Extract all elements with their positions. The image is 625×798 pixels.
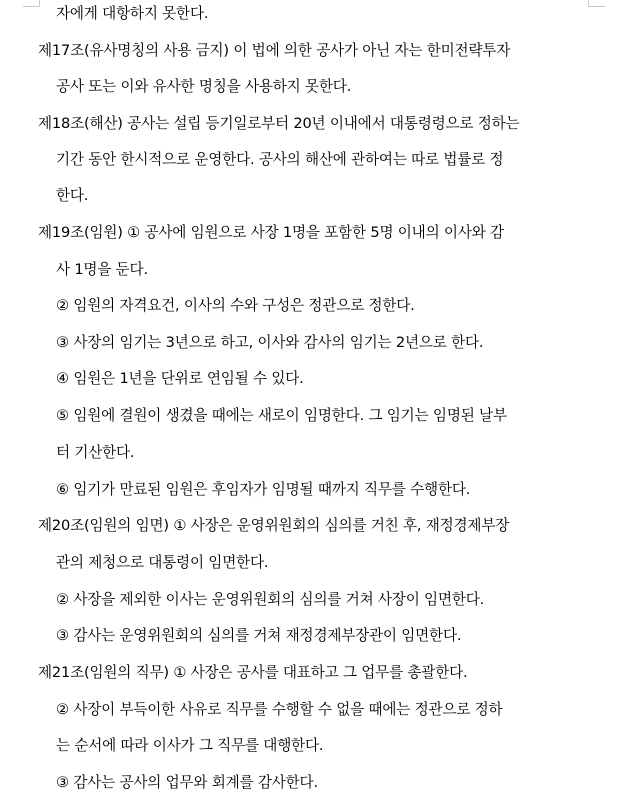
top-left-crop-mark (23, 0, 40, 7)
article-21-heading: 제21조(임원의 직무) ① 사장은 공사를 대표하고 그 업무를 총괄한다. (38, 664, 468, 681)
article-18-heading: 제18조(해산) 공사는 설립 등기일로부터 20년 이내에서 대통령령으로 정하는 (38, 115, 520, 132)
text-line: ② 사장을 제외한 이사는 운영위원회의 심의를 거쳐 사장이 임면한다. (56, 591, 485, 608)
text-line: 터 기산한다. (56, 444, 135, 461)
text-line: ⑤ 임원에 결원이 생겼을 때에는 새로이 임명한다. 그 임기는 임명된 날부 (56, 407, 507, 424)
article-19-heading: 제19조(임원) ① 공사에 임원으로 사장 1명을 포함한 5명 이내의 이사와 감 (38, 224, 504, 241)
text-line: 사 1명을 둔다. (56, 261, 148, 278)
text-line: 는 순서에 따라 이사가 그 직무를 대행한다. (56, 737, 324, 754)
text-line: ④ 임원은 1년을 단위로 연임될 수 있다. (56, 370, 304, 387)
article-17-heading: 제17조(유사명칭의 사용 금지) 이 법에 의한 공사가 아닌 자는 한미전략투자 (38, 42, 511, 59)
text-line: 한다. (56, 187, 89, 204)
text-line: 자에게 대항하지 못한다. (56, 5, 209, 22)
text-line: ② 사장이 부득이한 사유로 직무를 수행할 수 없을 때에는 정관으로 정하 (56, 701, 503, 718)
text-line: 관의 제청으로 대통령이 임면한다. (56, 554, 269, 571)
text-line: ③ 감사는 공사의 업무와 회계를 감사한다. (56, 774, 318, 791)
text-line: 기간 동안 한시적으로 운영한다. 공사의 해산에 관하여는 따로 법률로 정 (56, 151, 504, 168)
text-line: ② 임원의 자격요건, 이사의 수와 구성은 정관으로 정한다. (56, 297, 415, 314)
article-20-heading: 제20조(임원의 임면) ① 사장은 운영위원회의 심의를 거친 후, 재정경제부장 (38, 517, 510, 534)
text-line: ③ 사장의 임기는 3년으로 하고, 이사와 감사의 임기는 2년으로 한다. (56, 334, 484, 351)
text-line: ③ 감사는 운영위원회의 심의를 거쳐 재정경제부장관이 임면한다. (56, 627, 462, 644)
text-line: ⑥ 임기가 만료된 임원은 후임자가 임명될 때까지 직무를 수행한다. (56, 481, 471, 498)
text-line: 공사 또는 이와 유사한 명칭을 사용하지 못한다. (56, 78, 352, 95)
top-right-crop-mark (588, 0, 605, 7)
